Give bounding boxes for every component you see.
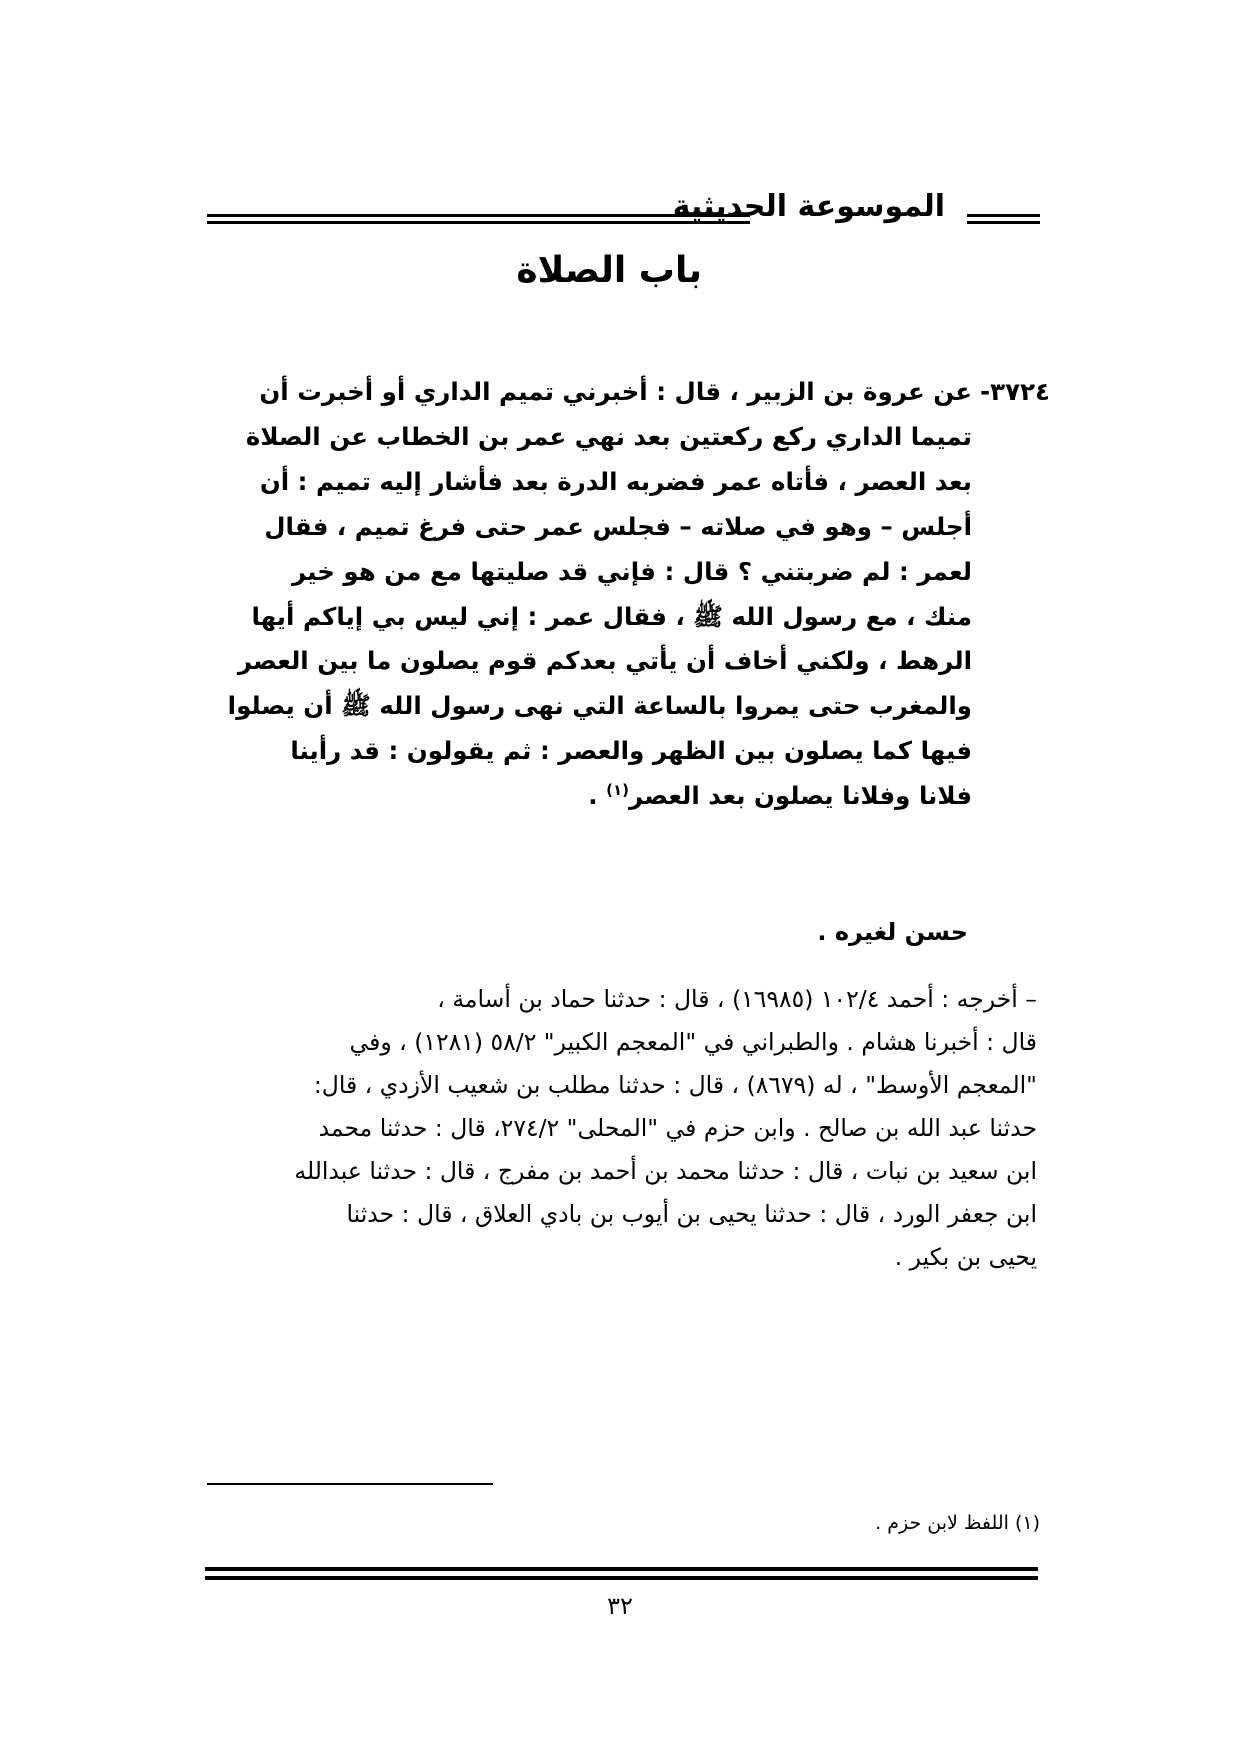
takhrij-line: ابن سعيد بن نبات ، قال : حدثنا محمد بن أحمد بن مفرج ، قال : حدثنا عبدالله bbox=[294, 1157, 1037, 1185]
hadith-line: والمغرب حتى يمروا بالساعة التي نهى رسول الله ﷺ أن يصلوا bbox=[227, 691, 972, 721]
hadith-last-line bbox=[192, 774, 972, 819]
footer-rule-bottom bbox=[205, 1576, 1038, 1580]
header-rule-right-bottom bbox=[967, 221, 1040, 224]
footnote-divider bbox=[207, 1483, 493, 1485]
takhrij-line: – أخرجه : أحمد ١٠٢/٤ (١٦٩٨٥) ، قال : حدثنا حماد بن أسامة ، bbox=[437, 985, 1037, 1013]
header-rule-left-top bbox=[207, 214, 750, 217]
hadith-grading: حسن لغيره . bbox=[817, 918, 968, 946]
header-rule-left-bottom bbox=[207, 221, 750, 224]
takhrij-line: قال : أخبرنا هشام . والطبراني في "المعجم الكبير" ٥٨/٢ (١٢٨١) ، وفي bbox=[349, 1028, 1037, 1056]
running-header bbox=[207, 185, 1040, 235]
footnote-marker[interactable]: (١) bbox=[606, 781, 629, 799]
hadith-line: بعد العصر ، فأتاه عمر فضربه الدرة بعد فأشار إليه تميم : أن bbox=[259, 466, 972, 496]
takhrij-paragraph bbox=[207, 978, 1037, 1279]
chapter-title: باب الصلاة bbox=[516, 250, 702, 291]
hadith-line: الرهط ، ولكني أخاف أن يأتي بعدكم قوم يصلون ما بين العصر bbox=[237, 646, 972, 676]
page-number: ٣٢ bbox=[607, 1592, 633, 1620]
hadith-last-line-text: فلانا وفلانا يصلون بعد العصر bbox=[628, 781, 972, 811]
hadith-text bbox=[192, 370, 1050, 819]
hadith-line: تميما الداري ركع ركعتين بعد نهي عمر بن الخطاب عن الصلاة bbox=[245, 421, 972, 451]
hadith-line: عن عروة بن الزبير ، قال : أخبرني تميم الداري أو أخبرت أن bbox=[259, 377, 972, 406]
header-rule-right-top bbox=[967, 214, 1040, 217]
hadith-line: لعمر : لم ضربتني ؟ قال : فإني قد صليتها مع من هو خير bbox=[291, 556, 972, 586]
running-title: الموسوعة الحديثية bbox=[672, 189, 945, 224]
footnote: (١) اللفظ لابن حزم . bbox=[875, 1512, 1040, 1534]
takhrij-line: يحيى بن بكير . bbox=[894, 1243, 1037, 1271]
hadith-line: منك ، مع رسول الله ﷺ ، فقال عمر : إني ليس بي إياكم أيها bbox=[251, 601, 972, 631]
hadith-line: فيها كما يصلون بين الظهر والعصر : ثم يقولون : قد رأينا bbox=[290, 736, 972, 766]
takhrij-line: ابن جعفر الورد ، قال : حدثنا يحيى بن أيوب بن بادي العلاق ، قال : حدثنا bbox=[346, 1200, 1037, 1228]
takhrij-line: حدثنا عبد الله بن صالح . وابن حزم في "المحلى" ٢٧٤/٢، قال : حدثنا محمد bbox=[318, 1114, 1037, 1142]
footer-rule-top bbox=[205, 1567, 1038, 1571]
hadith-line: أجلس – وهو في صلاته – فجلس عمر حتى فرغ تميم ، فقال bbox=[264, 511, 972, 541]
hadith-number: ٣٧٢٤- bbox=[980, 377, 1050, 406]
hadith-last-line-end: . bbox=[588, 781, 607, 811]
takhrij-line: "المعجم الأوسط" ، له (٨٦٧٩) ، قال : حدثنا مطلب بن شعيب الأزدي ، قال: bbox=[313, 1071, 1037, 1099]
